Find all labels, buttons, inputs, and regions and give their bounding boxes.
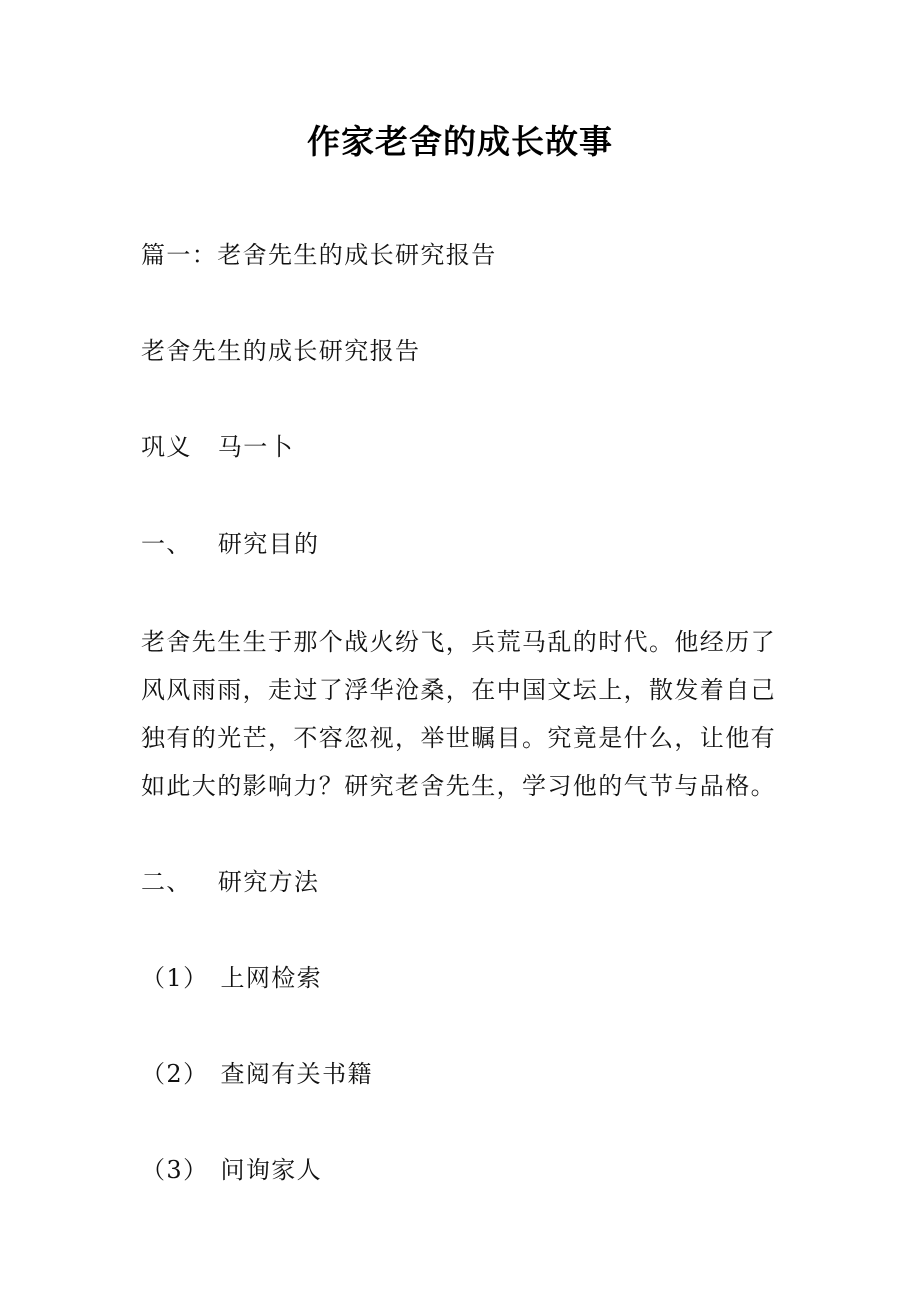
section-title: 研究方法	[217, 868, 320, 896]
method-list-item	[141, 954, 791, 1002]
page-title: 作家老舍的成长故事	[307, 122, 613, 161]
section-title: 研究目的	[217, 530, 320, 558]
list-marker: （3）	[141, 1156, 209, 1184]
method-list-item	[141, 1146, 791, 1194]
author-place: 巩义	[141, 433, 192, 461]
chapter-heading: 篇一：老舍先生的成长研究报告	[141, 241, 497, 269]
list-item-text: 问询家人	[220, 1156, 323, 1184]
section-number: 一、	[141, 530, 192, 558]
list-item-text: 查阅有关书籍	[220, 1060, 373, 1088]
section-heading-purpose	[141, 520, 791, 568]
list-item-text: 上网检索	[220, 964, 323, 992]
author-name: 马一卜	[217, 433, 295, 461]
report-title: 老舍先生的成长研究报告	[141, 337, 421, 365]
section-heading-method	[141, 858, 791, 906]
purpose-paragraph: 老舍先生生于那个战火纷飞，兵荒马乱的时代。他经历了风风雨雨，走过了浮华沧桑，在中国文坛上，散发着自己独有的光芒，不容忽视，举世瞩目。究竟是什么，让他有如此大的影响力？研究老舍先生，学习他的气节与品格。	[141, 628, 776, 800]
author-line	[141, 423, 791, 471]
list-marker: （1）	[141, 964, 209, 992]
method-list-item	[141, 1050, 791, 1098]
list-marker: （2）	[141, 1060, 209, 1088]
section-number: 二、	[141, 868, 192, 896]
